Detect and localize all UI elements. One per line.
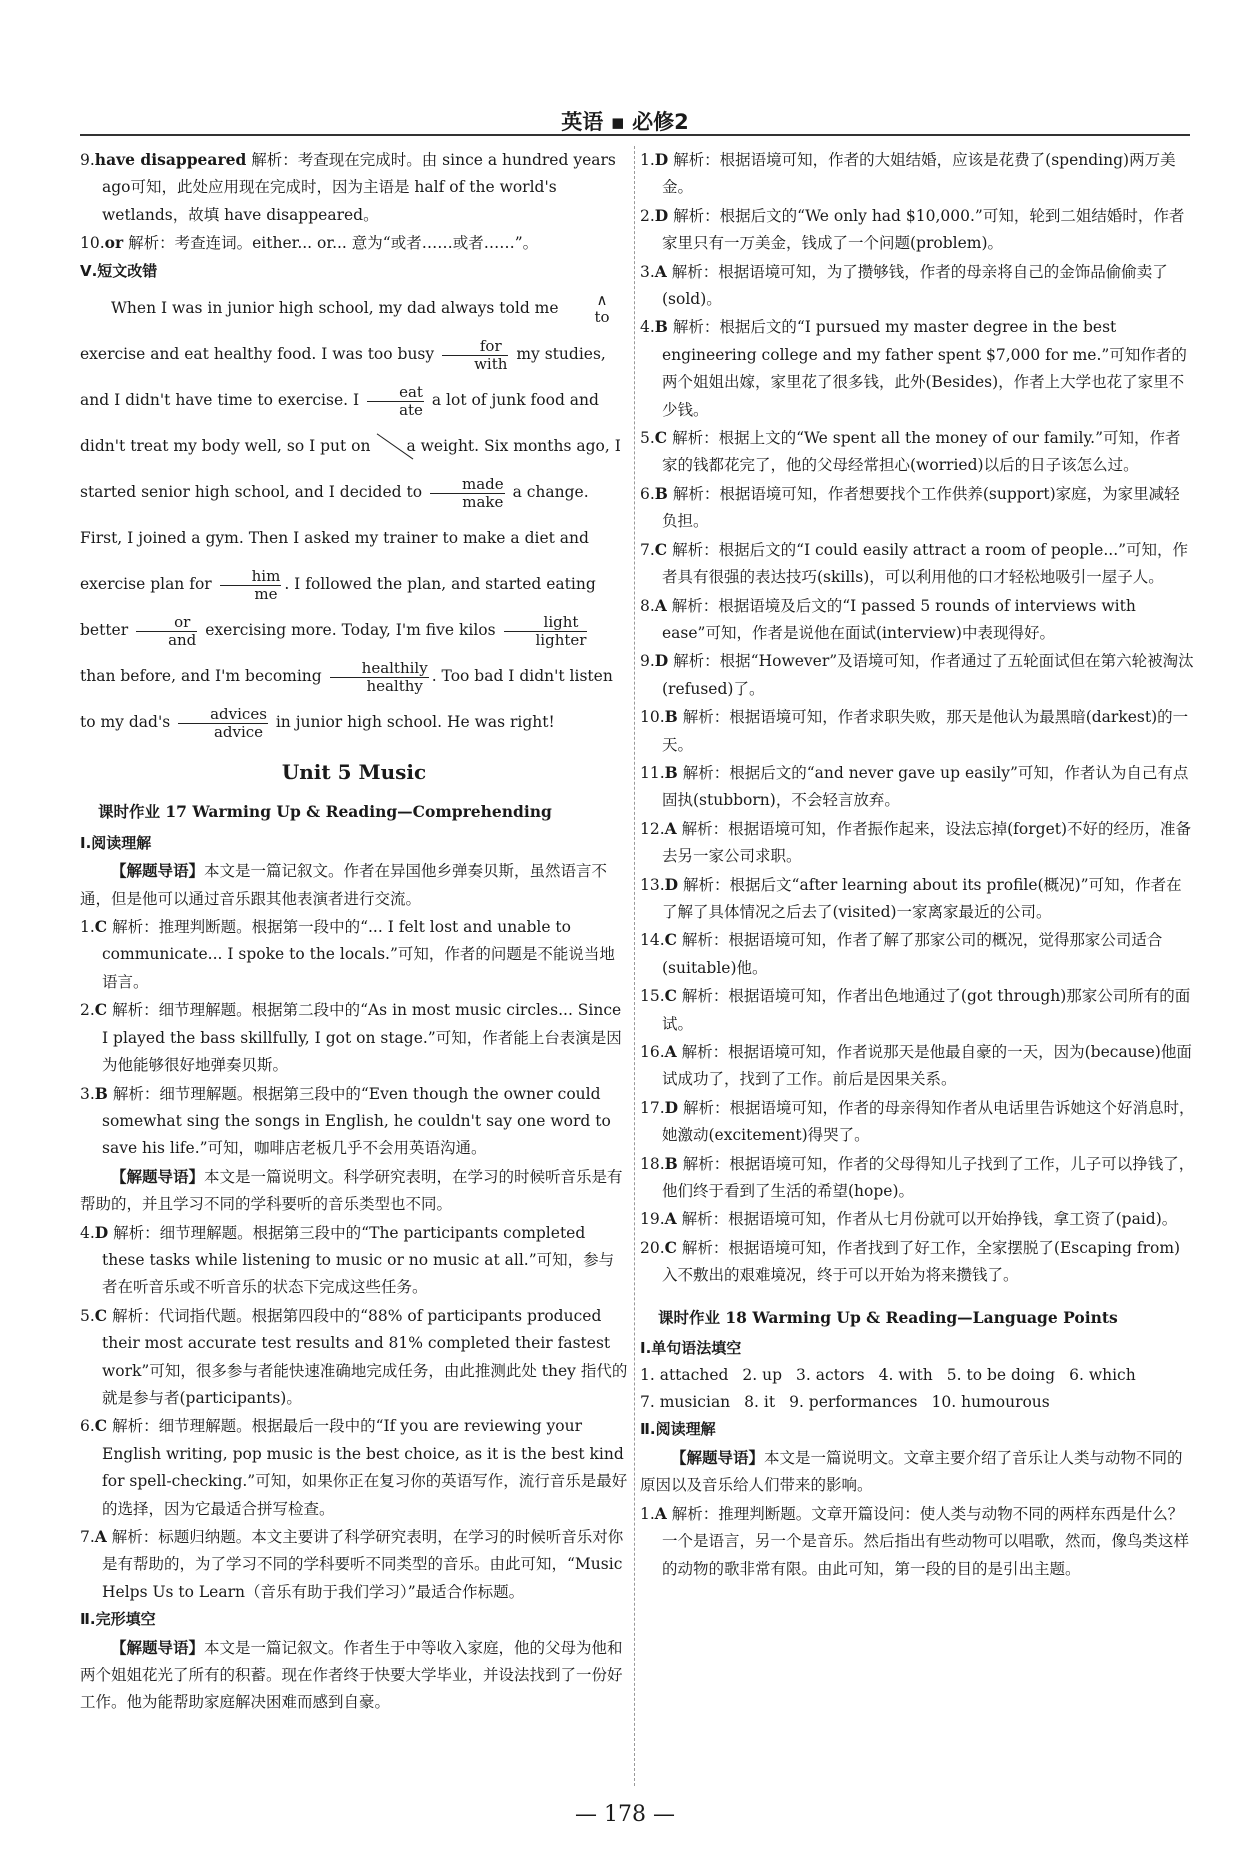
answer-item: 4.D 解析：细节理解题。根据第三段中的“The participants completed these tasks while listening to music or no music at all.”可知，参与者在听音乐或不听音乐的状态下完成这些任务。	[80, 1222, 615, 1297]
answer-explanation: 解析：考查现在完成时。由 since a hundred years ago可知，此处应用现在完成时，因为主语是 half of the world's wetlands，故填 have disappeared。	[102, 151, 616, 224]
answer-item: 2.C 解析：细节理解题。根据第二段中的“As in most music circles... Since I played the bass skillfully, I got on stage.”可知，作者能上台表演是因为他能够很好地弹奏贝斯。	[80, 1000, 622, 1075]
correction: $\frac{\text{light}}{\text{lighter}}$	[504, 614, 588, 649]
reading-guide: 【解题导语】本文是一篇说明文。文章主要介绍了音乐让人类与动物不同的原因以及音乐给人们带来的影响。	[640, 1447, 1183, 1495]
reading-guide: 【解题导语】本文是一篇记叙文。作者在异国他乡弹奏贝斯，虽然语言不通，但是他可以通过音乐跟其他表演者进行交流。	[80, 861, 608, 908]
page-header-title: 英语 ▪ 必修2	[561, 110, 689, 134]
lesson-title: 课时作业 17 Warming Up & Reading—Comprehending	[98, 802, 552, 822]
answer-item: 11.B 解析：根据后文的“and never gave up easily”可知，作者认为自己有点固执(stubborn)，不会轻言放弃。	[640, 762, 1189, 810]
correction: $\frac{\text{him}}{me}$	[220, 568, 282, 603]
correction: $\frac{\text{healthily}}{\text{healthy}}$	[330, 660, 429, 695]
answer-item: 9.have disappeared 解析：考查现在完成时。由 since a hundred years ago可知，此处应用现在完成时，因为主语是 half of the world's wetlands，故填 have disappeared。	[80, 150, 616, 224]
answer-item: 5.C 解析：根据上文的“We spent all the money of our family.”可知，作者家的钱都花完了，他的父母经常担心(worried)以后的日子该怎么过。	[640, 428, 1181, 475]
answer-item: 14.C 解析：根据语境可知，作者了解了那家公司的概况，觉得那家公司适合(suitable)他。	[640, 930, 1163, 977]
answer-item: 6.C 解析：细节理解题。根据最后一段中的“If you are reviewing your English writing, pop music is the best choice, as it is the best kind for spell-checking.”可知，如果你正在复习你的英语写作，流行音乐是最好的选择，因为它最适合拼写检查。	[80, 1416, 628, 1518]
right-column	[640, 146, 1195, 1583]
answer-row: 7. musician 8. it 9. performances 10. humourous	[640, 1393, 1050, 1412]
answer-item: 1.C 解析：推理判断题。根据第一段中的“... I felt lost and unable to communicate... I spoke to the locals.”可知，作者的问题是不能说当地语言。	[80, 917, 615, 991]
section-heading: Ⅰ.阅读理解	[80, 833, 152, 852]
answer-item: 7.A 解析：标题归纳题。本文主要讲了科学研究表明，在学习的时候听音乐对你是有帮助的，为了学习不同的学科要听不同类型的音乐。由此可知，“Music Helps Us to Learn（音乐有助于我们学习）”最适合作标题。	[80, 1527, 624, 1601]
answer-item: 13.D 解析：根据后文“after learning about its profile(概况)”可知，作者在了解了具体情况之后去了(visited)一家离家最近的公司。	[640, 874, 1182, 921]
left-column	[80, 146, 628, 1717]
answer-item: 7.C 解析：根据后文的“I could easily attract a room of people...”可知，作者具有很强的表达技巧(skills)，可以利用他的口才轻松地吸引一屋子人。	[640, 539, 1189, 587]
unit-title: Unit 5 Music	[281, 760, 427, 785]
header-rule	[80, 134, 1190, 136]
answer-row: 1. attached 2. up 3. actors 4. with 5. to be doing 6. which	[640, 1366, 1136, 1385]
reading-guide: 【解题导语】本文是一篇说明文。科学研究表明，在学习的时候听音乐是有帮助的，并且学习不同的学科要听的音乐类型也不同。	[80, 1166, 623, 1214]
answer-item: 18.B 解析：根据语境可知，作者的父母得知儿子找到了工作，儿子可以挣钱了，他们终于看到了生活的希望(hope)。	[640, 1153, 1195, 1201]
answer-item: 9.D 解析：根据“However”及语境可知，作者通过了五轮面试但在第六轮被淘汰(refused)了。	[640, 651, 1194, 698]
correction: $\frac{\text{eat}}{\text{ate}}$	[367, 384, 424, 419]
reading-guide: 【解题导语】本文是一篇记叙文。作者生于中等收入家庭，他的父母为他和两个姐姐花光了所有的积蓄。现在作者终于快要大学毕业，并设法找到了一份好工作。他为能帮助家庭解决困难而感到自豪。	[80, 1637, 623, 1712]
answer-item: 10.or 解析：考查连词。either... or... 意为“或者……或者……”。	[80, 233, 539, 253]
deletion-mark: a	[375, 423, 415, 469]
answer-item: 16.A 解析：根据语境可知，作者说那天是他最自豪的一天，因为(because)他面试成功了，找到了工作。前后是因果关系。	[640, 1042, 1192, 1089]
column-divider	[634, 146, 635, 1786]
section-heading: Ⅱ.完形填空	[80, 1610, 156, 1629]
answer-item: 5.C 解析：代词指代题。根据第四段中的“88% of participants produced their most accurate test results and 81% completed their fastest work”可知，很多参与者能快速准确地完成任务，由此推测此处 they 指代的就是参与者(participants)。	[80, 1305, 628, 1407]
answer-item: 8.A 解析：根据语境及后文的“I passed 5 rounds of interviews with ease”可知，作者是说他在面试(interview)中表现得好。	[640, 595, 1136, 642]
answer-item: 3.B 解析：细节理解题。根据第三段中的“Even though the owner could somewhat sing the songs in English, he couldn't say one word to save his life.”可知，咖啡店老板几乎不会用英语沟通。	[80, 1083, 611, 1158]
answer-key: or	[104, 233, 124, 253]
answer-explanation: 解析：考查连词。either... or... 意为“或者……或者……”。	[123, 234, 539, 253]
section-heading: Ⅰ.单句语法填空	[640, 1339, 742, 1358]
answer-item: 4.B 解析：根据后文的“I pursued my master degree in the best engineering college and my father spent $7,000 for me.”可知作者的两个姐姐出嫁，家里花了很多钱，此外(Besides)，作者上大学也花了家里不少钱。	[640, 317, 1187, 419]
error-correction-passage: When I was in junior high school, my dad always told me ∧ to exercise and eat healthy food. I was too busy $\frac{\text{for}}{\text{with}}$ my studies, and I didn't have time to exercise. I $\frac{\text{eat}}{\text{ate}}$ a lot of junk food and didn't treat my body well, so I put on a weight. Six months ago, I started senior high school, and I decided to $\frac{\text{made}}{\text{make}}$ a change. First, I joined a gym. Then I asked my trainer to make a diet and exercise plan for $\frac{\text{him}}{me}$ . I followed the plan, and started eating better $\frac{or}{\text{and}}$ exercising more. Today, I'm five kilos $\frac{\text{light}}{\text{lighter}}$ than before, and I'm becoming $\frac{\text{healthily}}{\text{healthy}}$ . Too bad I didn't listen to my dad's $\frac{\text{advices}}{\text{advice}}$ in junior high school. He was right!	[80, 291, 621, 741]
answer-item: 12.A 解析：根据语境可知，作者振作起来，设法忘掉(forget)不好的经历，准备去另一家公司求职。	[640, 818, 1192, 866]
correction: $\frac{\text{for}}{\text{with}}$	[442, 338, 508, 373]
answer-key: have disappeared	[94, 150, 247, 169]
answer-item: 10.B 解析：根据语境可知，作者求职失败，那天是他认为最黑暗(darkest)的一天。	[640, 707, 1189, 754]
answer-item: 3.A 解析：根据语境可知，为了攒够钱，作者的母亲将自己的金饰品偷偷卖了(sold)。	[640, 261, 1168, 309]
correction: $\frac{\text{made}}{\text{make}}$	[430, 476, 505, 511]
correction: $\frac{\text{advices}}{\text{advice}}$	[178, 706, 268, 741]
answer-item: 6.B 解析：根据语境可知，作者想要找个工作供养(support)家庭，为家里减轻负担。	[640, 483, 1180, 531]
lesson-title: 课时作业 18 Warming Up & Reading—Language Points	[658, 1307, 1118, 1327]
answer-item: 15.C 解析：根据语境可知，作者出色地通过了(got through)那家公司所有的面试。	[640, 986, 1191, 1033]
answer-item: 20.C 解析：根据语境可知，作者找到了好工作，全家摆脱了(Escaping from)入不敷出的艰难境况，终于可以开始为将来攒钱了。	[640, 1237, 1181, 1285]
answer-item: 1.A 解析：推理判断题。文章开篇设问：使人类与动物不同的两样东西是什么？一个是语言，另一个是音乐。然后指出有些动物可以唱歌，然而，像鸟类这样的动物的歌非常有限。由此可知，第一段的目的是引出主题。	[640, 1503, 1190, 1578]
page-number: — 178 —	[575, 1802, 675, 1827]
correction: $\frac{or}{\text{and}}$	[136, 614, 197, 649]
answer-item: 19.A 解析：根据语境可知，作者从七月份就可以开始挣钱，拿工资了(paid)。	[640, 1209, 1178, 1229]
insertion-mark: ∧ to	[594, 291, 610, 327]
answer-item: 1.D 解析：根据语境可知，作者的大姐结婚，应该是花费了(spending)两万美金。	[640, 150, 1176, 197]
answer-item: 2.D 解析：根据后文的“We only had $10,000.”可知，轮到二姐结婚时，作者家里只有一万美金，钱成了一个问题(problem)。	[640, 205, 1185, 253]
answer-item: 17.D 解析：根据语境可知，作者的母亲得知作者从电话里告诉她这个好消息时，她激动(excitement)得哭了。	[640, 1097, 1195, 1145]
section-heading: Ⅴ.短文改错	[80, 261, 158, 280]
section-heading: Ⅱ.阅读理解	[640, 1420, 716, 1439]
